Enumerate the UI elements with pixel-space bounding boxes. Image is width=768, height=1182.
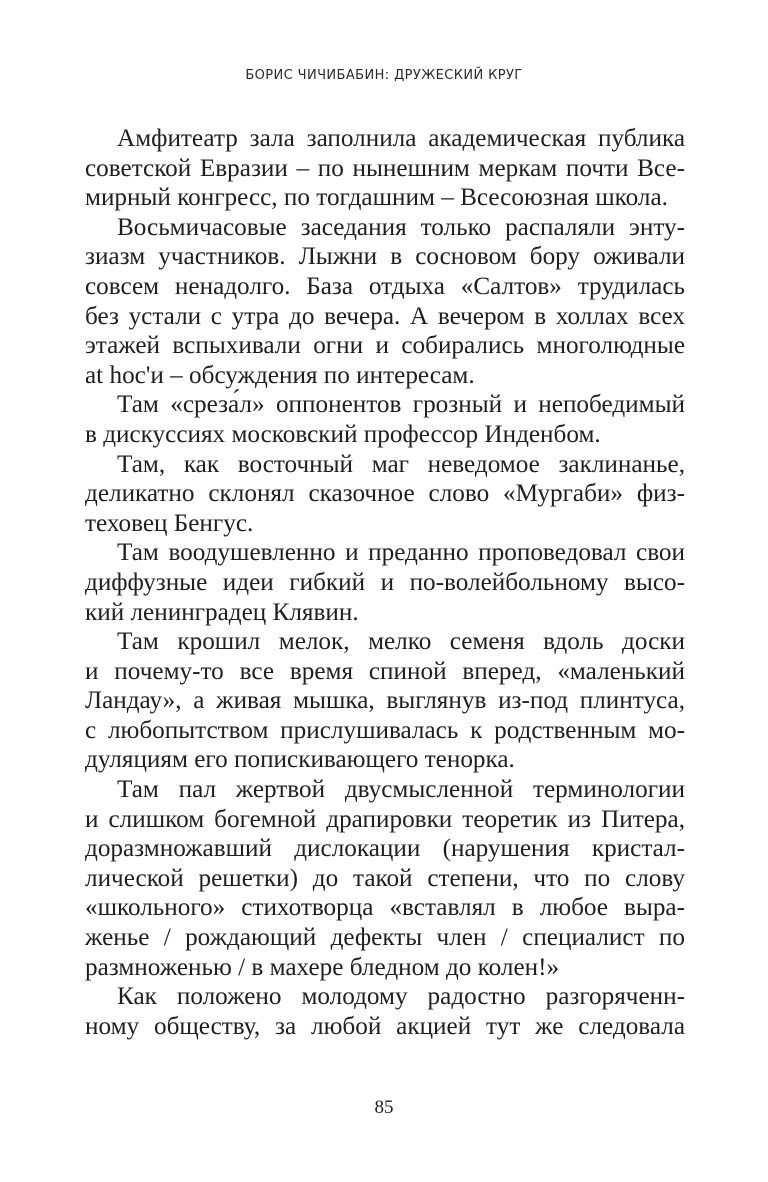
text-line: советской Евразии – по нынешним меркам почти Все- <box>85 154 685 182</box>
text-line: Там «среза́л» оппонентов грозный и непобедимый <box>117 391 685 419</box>
paragraph <box>85 627 685 775</box>
text-line: женье / рождающий дефекты член / специалист по <box>85 924 685 952</box>
text-line: мирный конгресс, по тогдашним – Всесоюзная школа. <box>85 184 668 212</box>
text-line: Ландау», а живая мышка, выглянув из-под плинтуса, <box>85 687 685 715</box>
paragraph <box>85 538 685 627</box>
text-line: зиазм участников. Лыжни в сосновом бору оживали <box>85 243 685 271</box>
text-line: кий ленинградец Клявин. <box>85 598 359 626</box>
text-line: лической решетки) до такой степени, что по слову <box>85 864 685 892</box>
text-line: Там, как восточный маг неведомое заклинанье, <box>117 450 685 478</box>
text-line: Восьмичасовые заседания только распаляли энту- <box>117 213 685 241</box>
text-line: Там пал жертвой двусмысленной терминологии <box>117 776 685 804</box>
text-line: без устали с утра до вечера. А вечером в холлах всех <box>85 302 685 330</box>
text-line: теховец Бенгус. <box>85 509 254 537</box>
paragraph <box>85 450 685 539</box>
text-line: этажей вспыхивали огни и собирались многолюдные <box>85 332 685 360</box>
text-line: Там воодушевленно и преданно проповедовал свои <box>117 539 685 567</box>
text-line: с любопытством прислушивалась к родственным мо- <box>85 716 685 744</box>
text-line: совсем ненадолго. База отдыха «Салтов» трудилась <box>85 272 685 300</box>
text-line: Там крошил мелок, мелко семеня вдоль доски <box>117 628 685 656</box>
paragraph <box>85 775 685 982</box>
text-line: дуляциям его попискивающего тенорка. <box>85 746 515 774</box>
text-line: и почему-то все время спиной вперед, «маленький <box>85 657 685 685</box>
text-line: Амфитеатр зала заполнила академическая публика <box>117 125 685 152</box>
text-line: размноженью / в махере бледном до колен!» <box>85 953 560 981</box>
text-line: Как положено молодому радостно разгоряченн- <box>117 983 685 1011</box>
text-line: диффузные идеи гибкий и по-волейбольному высо- <box>85 568 685 596</box>
running-head: БОРИС ЧИЧИБАБИН: ДРУЖЕСКИЙ КРУГ <box>245 68 523 83</box>
page-number: 85 <box>374 1097 394 1118</box>
text-line: «школьного» стихотворца «вставлял в любое выра- <box>85 894 685 922</box>
text-line: доразмножавший дислокации (нарушения кристал- <box>85 835 685 863</box>
text-line: и слишком богемной драпировки теоретик из Питера, <box>85 805 685 833</box>
paragraph <box>85 390 685 449</box>
paragraph <box>85 124 685 213</box>
text-line: деликатно склонял сказочное слово «Мургаби» физ- <box>85 480 685 508</box>
body-text <box>85 124 685 1041</box>
paragraph <box>85 213 685 391</box>
paragraph <box>85 982 685 1041</box>
text-line: at hoc'и – обсуждения по интересам. <box>85 361 475 389</box>
text-line: в дискуссиях московский профессор Инденбом. <box>85 420 601 448</box>
text-line: ному обществу, за любой акцией тут же следовала <box>85 1012 685 1040</box>
